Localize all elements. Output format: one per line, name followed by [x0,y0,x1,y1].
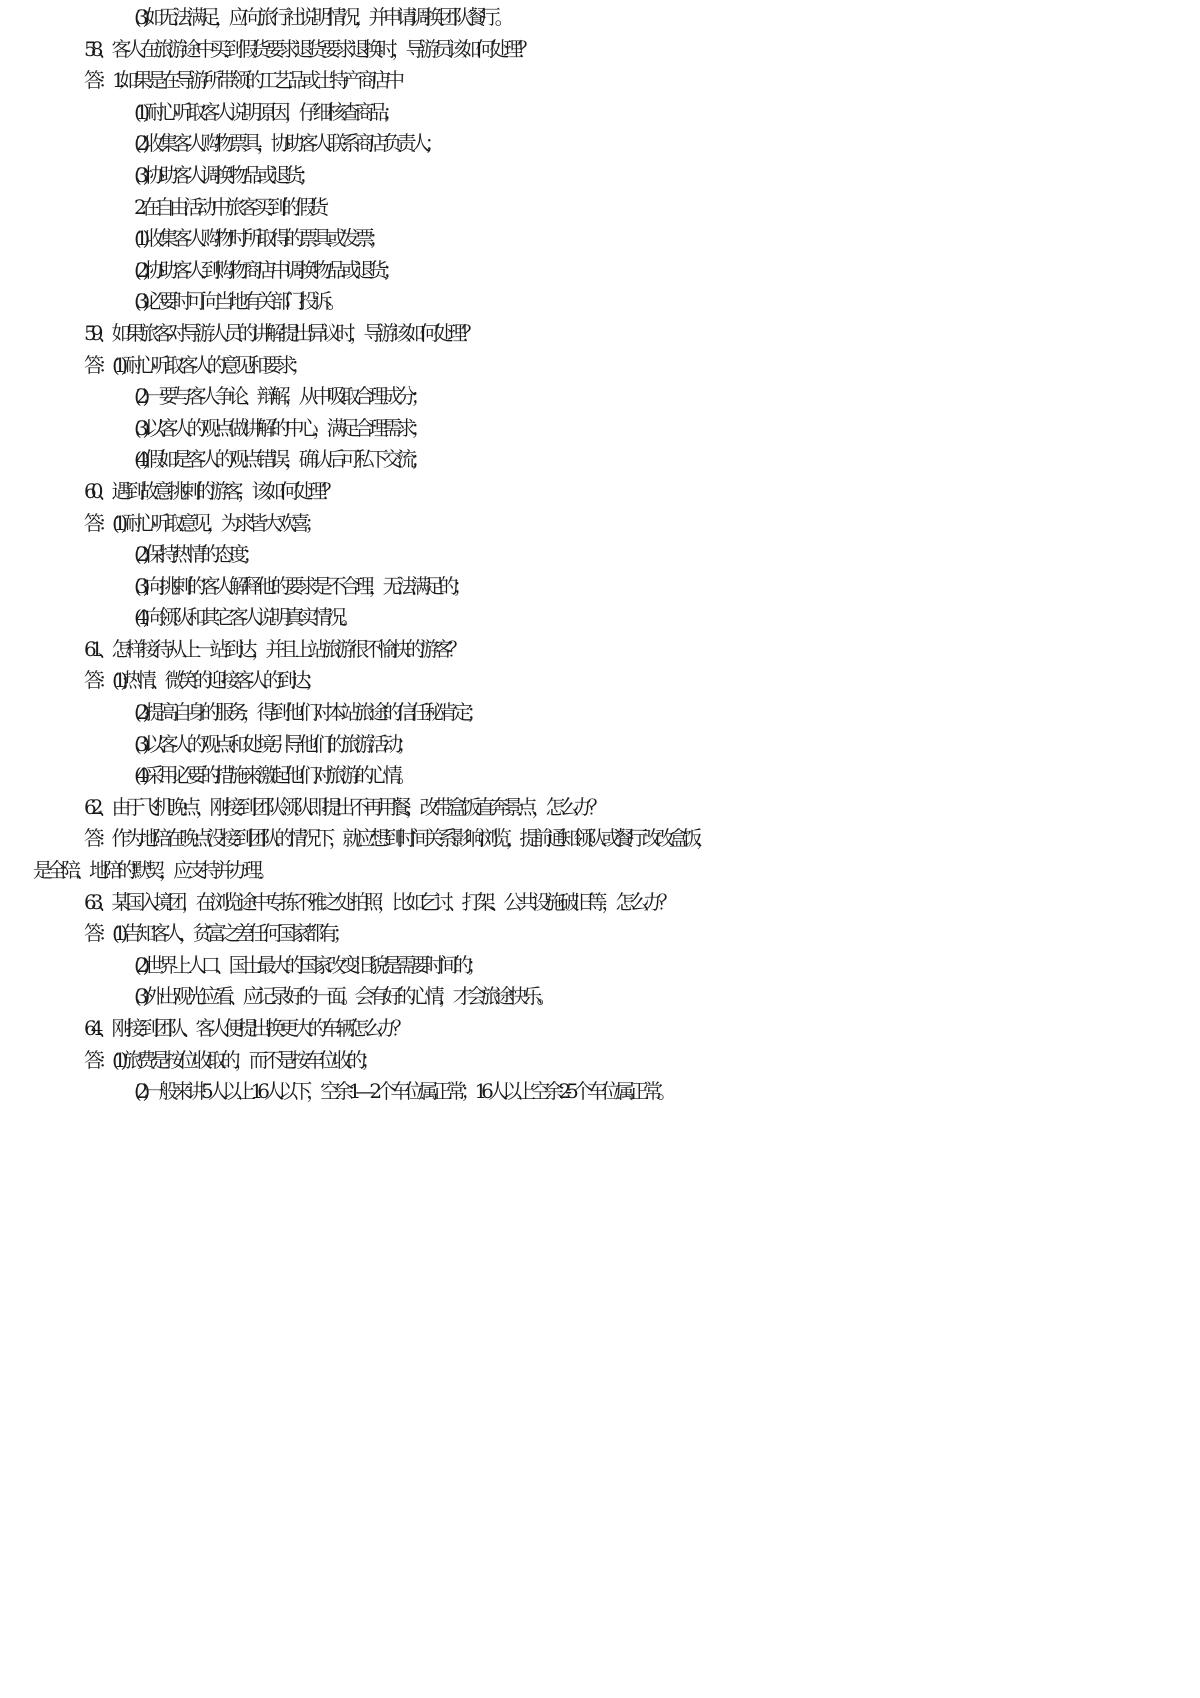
answer-item: (3) 如无法满足，应向旅行社说明情况，并申请调换团队餐厅。 [134,5,509,29]
answer-item: (1) 耐心听取客人说明原因，仔细核查商品； [134,99,397,124]
answer-item: (4) 向领队和其它客人说明真实情况。 [134,605,355,630]
answer-63: 答：(1) 告知客人，贫富之差任何国家都有； [84,921,347,946]
answer-item: (2) 一般来讲 5 人以上 16 人以下，空余 1—2 个车位属正常；16 人以上空余 2-5 个车位属正常。 [134,1079,672,1104]
question-61: 61、怎样接待从上一站到达，并且上站旅游很不愉快的游客？ [84,636,462,661]
question-59: 59、如果旅客对导游人员的讲解提出异议时，导游该如何处理？ [84,320,476,345]
answer-item: (2) 一要与客人争论、辩解，从中吸取合理成分； [134,384,425,409]
question-60: 60、遇到故意挑剌的游客，该如何处理？ [84,478,336,503]
answer-62: 答：作为地陪在晚点没接到团队的情况下，就应想到时间关系影响浏览，提前通知领队或餐厅改改盒饭， [84,826,710,851]
answer-item: (4) 采用必要的措施来激起他们对旅游的心情。 [134,763,411,788]
question-64: 64、刚接到团队、客人便提出换更大的车辆怎么办？ [84,1016,406,1040]
answer-64: 答：(1) 旅费是按位收取的，而不是按车位收的； [84,1047,375,1072]
answer-item: (3) 以客人的观点和处境引导他们的旅游活动； [134,731,411,756]
answer-subheading: 2.在自由活动中旅客买到的假货 [134,194,324,219]
answer-item: (3) 外出观光应看、应记录好的一面。会有好的心情，才会旅途快乐。 [134,984,551,1009]
answer-62-continuation: 是全陪、地陪的默契，应支持并办理。 [33,858,271,883]
question-62: 62、由于飞机晚点，刚接到团队领队即提出不再用餐，改带盒饭直奔景点，怎么办？ [84,794,602,819]
answer-59: 答：(1) 耐心听取客人的意见和要求； [84,352,305,377]
answer-item: (3) 以客人的观点做讲解的中心，满足合理需求； [134,415,425,440]
document-page [0,2,1200,1108]
answer-item: (2) 收集客人购物票具，协助客人联系商店负责人； [134,131,439,156]
answer-item: (2) 保持热情的态度； [134,542,257,567]
answer-item: (3) 协助客人调换物品或退货； [134,162,313,187]
answer-60: 答：(1) 耐心听取意见，为求皆大欢喜； [84,510,319,535]
answer-item: (3) 向挑剌的客人解释他的要求是不合理，无法满足的； [134,573,467,598]
answer-item: (2) 协助客人到购物商店中调换物品或退货； [134,257,397,282]
answer-item: (2) 世界上人口、国士最大的国家改变旧貌是需要时间的； [134,952,481,977]
answer-item: (2) 提高自身的服务，得到他们对本站旅途的信任秘肯定； [134,700,481,725]
answer-item: (1) 收集客人购物时所取得的票具或发票； [134,226,383,251]
answer-item: (4) 假如是客人的观点错误，确认后可私下交流； [134,447,425,472]
answer-61: 答：(1) 热情、微笑的迎接客人的到达； [84,668,319,693]
answer-item: (3) 必要时可向当地有关部门投诉。 [134,289,341,314]
answer-58: 答：1.如果是在导游所带领的工艺品或土特产商店中 [84,68,400,93]
question-63: 63、某国入境团，在浏览途中专拣不雅之处拍照，比如乞讨、打架、公共设施破旧等，怎么办？ [84,889,672,914]
question-58: 58、客人在旅游途中买到假货要求退货要求退换时，导游员该如何处理？ [84,36,532,61]
